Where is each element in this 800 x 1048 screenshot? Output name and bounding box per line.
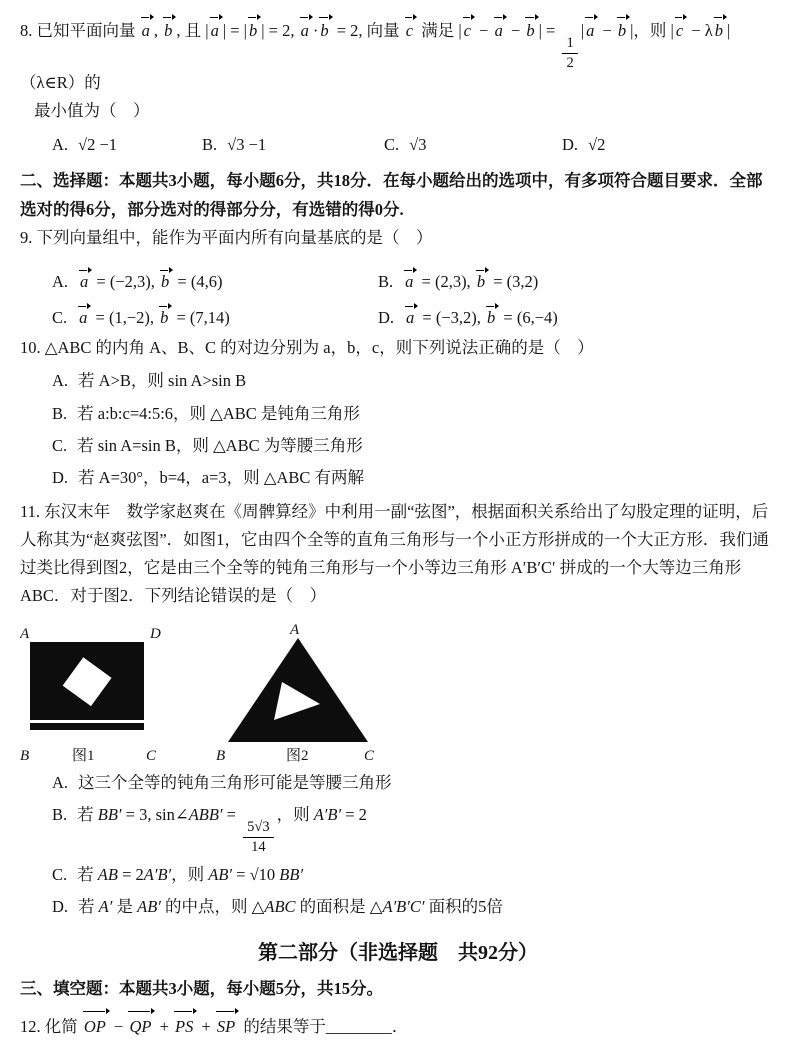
vector-overline: c	[462, 16, 475, 43]
vector-overline: b	[616, 16, 630, 43]
q8-option-c	[384, 131, 562, 159]
figure-1	[20, 622, 170, 764]
q10-option-d-text: 若 A=30°，b=4，a=3，则 △ABC 有两解	[78, 468, 365, 488]
q9-option-d-label: D.	[378, 308, 395, 328]
q11-option-c-formula: 若 AB = 2A′B′，则 AB′ = √10 BB′	[77, 864, 304, 884]
fraction-denominator: 14	[251, 838, 266, 855]
q8-options	[52, 131, 776, 159]
fig2-label-c: C	[364, 747, 375, 764]
vector-overline: a	[584, 16, 598, 43]
q11-option-a-label: A.	[52, 772, 69, 792]
q8-option-b	[202, 131, 384, 159]
q8-option-a	[52, 131, 202, 159]
math-var: A′B′C′	[382, 896, 425, 916]
q8-option-b-text: √3 −1	[227, 135, 267, 155]
math-var: BB′	[279, 864, 304, 884]
vector-overline: a	[77, 305, 91, 328]
q11-figures	[20, 622, 776, 764]
math-var: ABC	[264, 896, 296, 916]
q8-option-d-label: D.	[562, 135, 579, 155]
vector-overline: b	[318, 16, 332, 43]
fig1-caption: 图1	[72, 747, 95, 764]
fig1-label-c: C	[146, 747, 157, 764]
q10-option-b-label: B.	[52, 403, 68, 423]
q9-option-b-label: B.	[378, 272, 394, 292]
q9-option-b	[378, 269, 776, 292]
q10-stem: 10. △ABC 的内角 A、B、C 的对边分别为 a，b，c，则下列说法正确的是（ ）	[20, 338, 594, 358]
q9-option-c	[52, 305, 378, 328]
vector-overline: b	[524, 16, 538, 43]
q10-option-d-label: D.	[52, 468, 69, 488]
q12-stem: 12. 化简 OP − QP + PS + SP 的结果等于________．	[20, 1004, 776, 1041]
q8-option-d-text: √2	[588, 135, 606, 155]
math-var: ABB′	[188, 805, 223, 825]
q11-option-d-formula: 若 A′ 是 AB′ 的中点，则 △ABC 的面积是 △A′B′C′ 面积的5倍	[78, 896, 503, 916]
q9-option-b-formula: a = (2,3), b = (3,2)	[403, 272, 538, 291]
q11-option-c	[52, 862, 776, 888]
vector-overline: a	[493, 16, 507, 43]
q9-option-d	[378, 305, 776, 328]
q8-option-a-text: √2 −1	[78, 135, 118, 155]
q8-option-d	[562, 131, 776, 159]
vector-overline: b	[158, 305, 172, 328]
q10-option-a-text: 若 A>B，则 sin A>sin B	[78, 371, 247, 391]
vector-overline: a	[78, 269, 92, 292]
q11-option-b-label: B.	[52, 805, 68, 825]
math-var: BB′	[97, 805, 122, 825]
vector-overline: b	[247, 16, 261, 43]
math-var: A′B′	[313, 805, 342, 825]
fig1-scan-gap	[30, 720, 144, 723]
math-var: AB′	[137, 896, 161, 916]
q8-stem-line2: 最小值为（ ）	[34, 101, 150, 121]
question-9	[20, 224, 776, 328]
q10-option-a	[52, 368, 776, 394]
q10-option-b	[52, 401, 776, 427]
question-10	[20, 334, 776, 492]
q11-option-c-label: C.	[52, 864, 68, 884]
q8-option-c-label: C.	[384, 135, 400, 155]
section-3-heading: 三、填空题：本题共3小题，每小题5分，共15分。	[20, 979, 383, 999]
vector-overline: a	[140, 16, 154, 43]
fraction-denominator: 2	[566, 54, 574, 71]
math-var: AB′	[208, 864, 233, 884]
question-12	[20, 1004, 776, 1041]
q11-stem: 11. 东汉末年 数学家赵爽在《周髀算经》中利用一副“弦图”，根据面积关系给出了勾股定理的证明，后人称其为“赵爽弦图”．如图1，它由四个全等的直角三角形与一个小正方形拼成的一个大正方形．我们通过类比得到图2，它是由三个全等的钝角三角形与一个小等边三角形 A′B′C′ 拼成的一个大等边三角形 ABC．对于图2．下列结论错误的是（ ）	[20, 501, 769, 605]
vector-overline: c	[404, 16, 417, 43]
figure-2	[214, 622, 379, 764]
q11-option-b	[52, 802, 776, 855]
q9-option-a-label: A.	[52, 272, 69, 292]
fig2-outer-triangle	[228, 638, 368, 742]
fraction	[562, 35, 577, 71]
q11-option-b-formula: 若 BB′ = 3, sin∠ABB′ = $\frac{5√3}{14}$ ，则 A′B′ = 2	[77, 805, 367, 855]
q8-option-c-text: √3	[409, 135, 427, 155]
part-2-heading: 第二部分（非选择题 共92分）	[258, 942, 538, 965]
q10-option-d	[52, 465, 776, 491]
q9-options	[52, 264, 776, 328]
question-11	[20, 498, 776, 921]
vector-overline: PS	[173, 1010, 197, 1041]
fraction-numerator: 1	[562, 35, 577, 54]
fig1-label-b: B	[20, 747, 30, 764]
q11-option-d	[52, 894, 776, 920]
fraction	[243, 819, 273, 855]
q11-option-d-label: D.	[52, 896, 69, 916]
q10-option-c	[52, 433, 776, 459]
fig1-label-a: A	[20, 625, 30, 642]
vector-overline: a	[404, 305, 418, 328]
q8-option-a-label: A.	[52, 135, 69, 155]
fig1-label-d: D	[150, 625, 161, 642]
section-2-heading: 二、选择题：本题共3小题，每小题6分，共18分．在每小题给出的选项中，有多项符合题目要求．全部选对的得6分，部分选对的得部分分，有选错的得0分.	[20, 171, 763, 219]
vector-overline: OP	[82, 1010, 110, 1041]
q9-option-d-formula: a = (−3,2), b = (6,−4)	[404, 308, 558, 327]
vector-overline: c	[674, 16, 687, 43]
q11-option-a-formula: 这三个全等的钝角三角形可能是等腰三角形	[78, 772, 392, 792]
math-var: AB	[97, 864, 118, 884]
q9-option-a	[52, 269, 378, 292]
q9-option-c-formula: a = (1,−2), b = (7,14)	[77, 308, 230, 327]
math-var: A′B′	[143, 864, 172, 884]
vector-overline: a	[209, 16, 223, 43]
q11-option-a	[52, 770, 776, 796]
vector-overline: a	[299, 16, 313, 43]
vector-overline: a	[403, 269, 417, 292]
q10-option-a-label: A.	[52, 371, 69, 391]
fig2-caption: 图2	[286, 747, 309, 764]
q9-option-a-formula: a = (−2,3), b = (4,6)	[78, 272, 222, 291]
q10-option-c-text: 若 sin A=sin B，则 △ABC 为等腰三角形	[77, 435, 363, 455]
vector-overline: b	[159, 269, 173, 292]
vector-overline: SP	[215, 1010, 239, 1041]
vector-overline: b	[162, 16, 176, 43]
vector-overline: b	[475, 269, 489, 292]
vector-overline: b	[485, 305, 499, 328]
fraction-numerator: 5√3	[243, 819, 273, 838]
q10-option-b-text: 若 a:b:c=4:5:6，则 △ABC 是钝角三角形	[77, 403, 360, 423]
math-var: A′	[98, 896, 113, 916]
q8-option-b-label: B.	[202, 135, 218, 155]
q9-option-c-label: C.	[52, 308, 68, 328]
q9-stem: 9. 下列向量组中，能作为平面内所有向量基底的是（ ）	[20, 228, 433, 248]
question-8	[20, 10, 776, 159]
fig2-label-a: A	[290, 621, 300, 638]
vector-overline: QP	[127, 1010, 155, 1041]
q10-option-c-label: C.	[52, 435, 68, 455]
fig2-label-b: B	[216, 747, 226, 764]
q8-stem-line1: 8. 已知平面向量 a , b , 且 | a | = | b | = 2, a · b = 2, 向量 c 满足 | c − a − b | = $\frac{1}{2}$ | a − b |，则 | c − λ b |（λ∈R）的	[20, 10, 776, 95]
vector-overline: b	[713, 16, 727, 43]
